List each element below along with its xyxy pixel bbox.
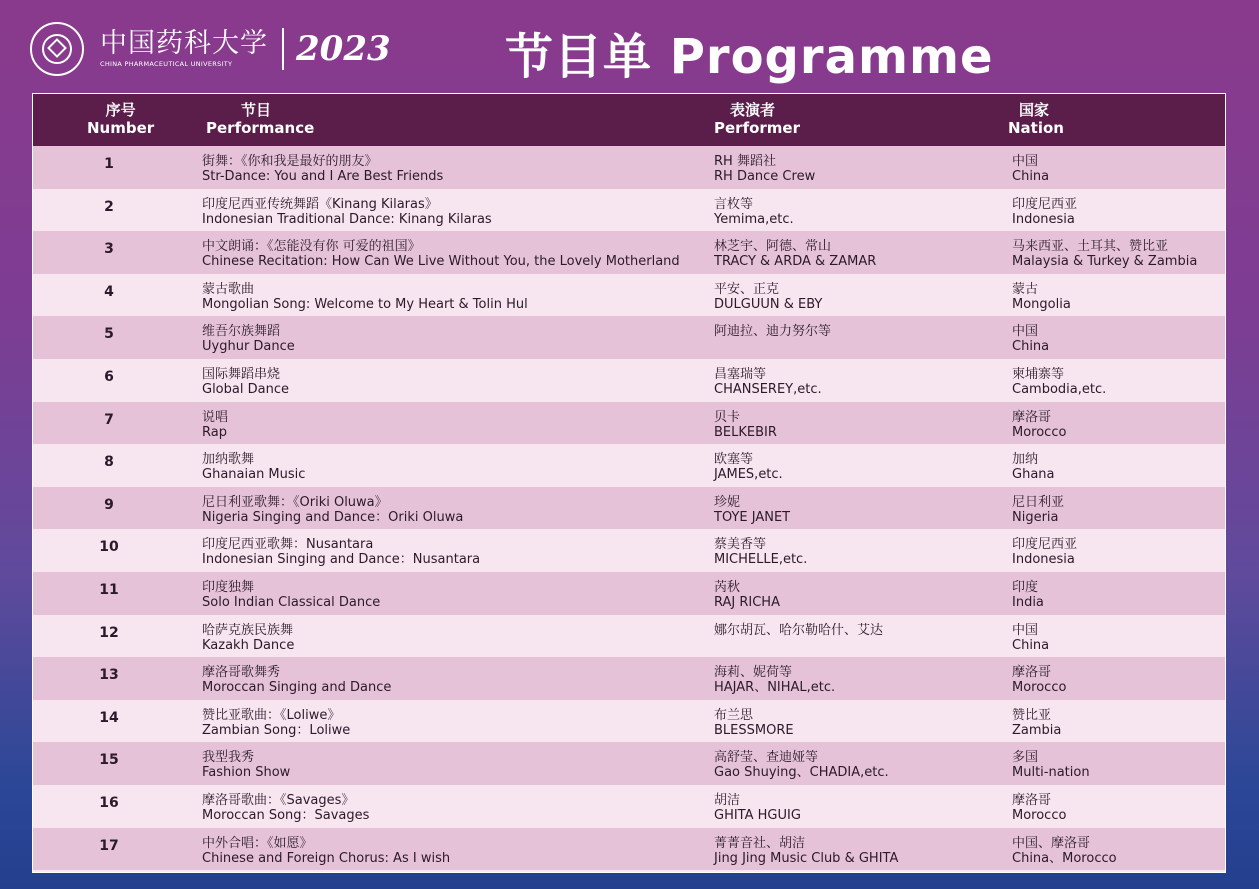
performer-cn: 昌塞瑞等: [714, 366, 767, 382]
row-performer: [714, 708, 794, 738]
nation-en: China、Morocco: [1012, 850, 1117, 866]
performance-en: Chinese Recitation: How Can We Live Without You, the Lovely Motherland: [202, 254, 680, 270]
row-number: 9: [104, 496, 114, 513]
performer-cn: 贝卡: [714, 409, 741, 425]
row-performance: [202, 708, 350, 738]
university-name: [100, 29, 268, 69]
table-row: [33, 529, 1225, 572]
row-performer: [714, 197, 794, 227]
row-nation: [1012, 239, 1197, 269]
table-row: [33, 615, 1225, 658]
row-performer: [714, 623, 883, 638]
nation-en: Morocco: [1012, 680, 1067, 696]
university-seal-icon: [30, 22, 84, 76]
row-performance: [202, 452, 305, 482]
row-performance: [202, 623, 294, 653]
performance-en: Kazakh Dance: [202, 637, 295, 653]
performance-en: Indonesian Traditional Dance: Kinang Kilaras: [202, 211, 492, 227]
row-performer: [714, 367, 822, 397]
row-nation: [1012, 537, 1077, 567]
performer-en: TOYE JANET: [714, 509, 791, 525]
nation-en: Zambia: [1012, 722, 1062, 738]
nation-cn: 柬埔寨等: [1012, 366, 1065, 382]
nation-cn: 中国、摩洛哥: [1012, 835, 1091, 851]
performance-cn: 印度尼西亚传统舞蹈《Kinang Kilaras》: [202, 196, 438, 212]
performance-cn: 印度独舞: [202, 579, 255, 595]
performer-cn: 娜尔胡瓦、哈尔勒哈什、艾达: [714, 622, 884, 638]
performer-cn: 珍妮: [714, 494, 741, 510]
table-row: [33, 700, 1225, 743]
performer-en: BELKEBIR: [714, 424, 777, 440]
row-nation: [1012, 793, 1066, 823]
nation-en: China: [1012, 637, 1050, 653]
header-nation-en: Nation: [1008, 119, 1064, 137]
table-row: [33, 444, 1225, 487]
row-nation: [1012, 324, 1049, 354]
nation-en: Multi-nation: [1012, 765, 1090, 781]
table-row: [33, 189, 1225, 232]
nation-cn: 中国: [1012, 154, 1039, 169]
row-performer: [714, 410, 777, 440]
row-nation: [1012, 495, 1064, 525]
nation-cn: 马来西亚、土耳其、赞比亚: [1012, 239, 1169, 255]
performance-cn: 中外合唱：《如愿》: [202, 835, 313, 851]
row-performer: [714, 750, 889, 780]
performance-cn: 哈萨克族民族舞: [202, 622, 294, 638]
nation-en: Nigeria: [1012, 509, 1059, 525]
performance-cn: 尼日利亚歌舞：《Oriki Oluwa》: [202, 494, 388, 510]
nation-en: China: [1012, 339, 1050, 355]
row-number: 11: [99, 581, 119, 598]
performer-en: CHANSEREY,etc.: [714, 381, 822, 397]
row-performance: [202, 324, 295, 354]
performer-cn: 高舒莹、查迪娅等: [714, 750, 819, 766]
performance-cn: 说唱: [202, 409, 229, 425]
performance-cn: 街舞：《你和我是最好的朋友》: [202, 154, 378, 169]
row-number: 15: [99, 752, 119, 769]
performer-cn: 林芝宇、阿德、常山: [714, 239, 832, 255]
row-performance: [202, 239, 680, 269]
row-performance: [202, 154, 443, 184]
performance-cn: 国际舞蹈串烧: [202, 366, 281, 382]
performance-en: Zambian Song：Loliwe: [202, 722, 351, 738]
nation-cn: 赞比亚: [1012, 707, 1052, 723]
nation-cn: 摩洛哥: [1012, 409, 1052, 425]
row-number: 5: [104, 326, 114, 343]
row-number: 6: [104, 368, 114, 385]
header-performer-cn: 表演者: [730, 101, 776, 119]
nation-en: Morocco: [1012, 424, 1067, 440]
nation-cn: 摩洛哥: [1012, 665, 1052, 681]
row-performer: [714, 836, 898, 866]
performance-en: Str-Dance: You and I Are Best Friends: [202, 169, 444, 184]
row-performance: [202, 197, 492, 227]
performer-cn: 平安、正克: [714, 281, 780, 297]
row-number: 4: [104, 283, 114, 300]
nation-cn: 印度: [1012, 579, 1039, 595]
performer-en: JAMES,etc.: [714, 467, 783, 483]
university-name-cn: 中国药科大学: [100, 28, 268, 59]
row-performance: [202, 367, 289, 397]
row-performance: [202, 410, 228, 440]
table-row: [33, 359, 1225, 402]
performance-en: Mongolian Song: Welcome to My Heart & Tolin Hul: [202, 296, 528, 312]
row-performer: [714, 665, 835, 695]
row-number: 7: [104, 411, 114, 428]
nation-en: India: [1012, 594, 1044, 610]
table-row: [33, 316, 1225, 359]
performer-en: RH Dance Crew: [714, 169, 816, 184]
nation-cn: 蒙古: [1012, 281, 1039, 297]
row-nation: [1012, 197, 1077, 227]
header-performance-en: Performance: [206, 119, 315, 137]
header-number-en: Number: [87, 119, 155, 137]
row-performer: [714, 154, 815, 184]
performance-cn: 加纳歌舞: [202, 452, 255, 468]
university-name-en: CHINA PHARMACEUTICAL UNIVERSITY: [100, 60, 233, 68]
performer-cn: 布兰思: [714, 707, 754, 723]
nation-en: Cambodia,etc.: [1012, 381, 1107, 397]
header-nation-cn: 国家: [1019, 101, 1050, 119]
row-number: 14: [99, 709, 119, 726]
table-body: [33, 146, 1225, 870]
row-nation: [1012, 665, 1066, 695]
row-number: 17: [99, 837, 119, 854]
performance-cn: 摩洛哥歌曲：《Savages》: [202, 792, 355, 808]
nation-en: China: [1012, 169, 1050, 184]
table-row: [33, 828, 1225, 871]
performance-en: Global Dance: [202, 381, 289, 397]
header-performance-cn: 节目: [241, 101, 272, 119]
performer-cn: 阿迪拉、迪力努尔等: [714, 324, 832, 340]
table-row: [33, 146, 1225, 189]
performer-en: Gao Shuying、CHADIA,etc.: [714, 765, 889, 781]
row-performance: [202, 580, 380, 610]
row-nation: [1012, 836, 1117, 866]
nation-cn: 摩洛哥: [1012, 792, 1052, 808]
row-performer: [714, 793, 801, 823]
performance-cn: 摩洛哥歌舞秀: [202, 665, 281, 681]
performer-en: DULGUUN & EBY: [714, 296, 823, 312]
row-nation: [1012, 154, 1049, 184]
performance-en: Rap: [202, 424, 227, 440]
row-number: 10: [99, 539, 119, 556]
row-number: 13: [99, 667, 119, 684]
performance-cn: 赞比亚歌曲：《Loliwe》: [202, 707, 341, 723]
nation-cn: 加纳: [1012, 452, 1039, 468]
row-nation: [1012, 708, 1061, 738]
row-nation: [1012, 452, 1055, 482]
nation-cn: 印度尼西亚: [1012, 537, 1078, 553]
row-performance: [202, 665, 391, 695]
row-performance: [202, 793, 369, 823]
nation-en: Ghana: [1012, 467, 1055, 483]
performance-en: Moroccan Song：Savages: [202, 807, 370, 823]
performance-cn: 中文朗诵：《怎能没有你 可爱的祖国》: [202, 239, 421, 255]
nation-en: Malaysia & Turkey & Zambia: [1012, 254, 1198, 270]
header-number: [87, 101, 154, 137]
row-performance: [202, 282, 528, 312]
row-nation: [1012, 623, 1049, 653]
nation-cn: 中国: [1012, 622, 1039, 638]
table-row: [33, 657, 1225, 700]
table-row: [33, 274, 1225, 317]
performer-cn: 胡洁: [714, 792, 741, 808]
table-row: [33, 742, 1225, 785]
row-nation: [1012, 282, 1071, 312]
performer-cn: 海莉、妮荷等: [714, 665, 793, 681]
performer-en: RAJ RICHA: [714, 594, 780, 610]
row-performer: [714, 537, 807, 567]
row-nation: [1012, 410, 1066, 440]
row-number: 1: [104, 156, 114, 172]
row-performer: [714, 324, 831, 339]
performer-en: MICHELLE,etc.: [714, 552, 808, 568]
year-logo: 2023: [296, 29, 391, 69]
nation-en: Morocco: [1012, 807, 1067, 823]
nation-cn: 印度尼西亚: [1012, 196, 1078, 212]
nation-cn: 中国: [1012, 324, 1039, 340]
header-logo: [30, 22, 391, 76]
performance-en: Uyghur Dance: [202, 339, 295, 355]
performer-cn: 芮秋: [714, 579, 741, 595]
programme-table: [32, 93, 1226, 873]
performance-cn: 我型我秀: [202, 750, 255, 766]
nation-cn: 尼日利亚: [1012, 494, 1065, 510]
performer-cn: 菁菁音社、胡洁: [714, 835, 806, 851]
row-performer: [714, 452, 783, 482]
row-number: 2: [104, 198, 114, 215]
table-row: [33, 785, 1225, 828]
table-header: [33, 94, 1225, 146]
nation-en: Indonesia: [1012, 552, 1075, 568]
table-row: [33, 487, 1225, 530]
performance-en: Nigeria Singing and Dance：Oriki Oluwa: [202, 509, 464, 525]
performance-en: Fashion Show: [202, 765, 291, 781]
row-performance: [202, 836, 450, 866]
performer-en: HAJAR、NIHAL,etc.: [714, 680, 836, 696]
page-title: 节目单 Programme: [505, 29, 994, 85]
performance-en: Indonesian Singing and Dance：Nusantara: [202, 552, 481, 568]
header-performer: [714, 101, 800, 137]
performance-en: Ghanaian Music: [202, 467, 306, 483]
performer-en: Jing Jing Music Club & GHITA: [714, 850, 899, 866]
nation-cn: 多国: [1012, 750, 1039, 766]
row-nation: [1012, 367, 1106, 397]
performer-en: Yemima,etc.: [714, 211, 794, 227]
row-number: 16: [99, 794, 119, 811]
row-performer: [714, 282, 822, 312]
performer-en: TRACY & ARDA & ZAMAR: [714, 254, 877, 270]
performer-en: BLESSMORE: [714, 722, 794, 738]
performance-cn: 印度尼西亚歌舞：Nusantara: [202, 537, 374, 553]
header-number-cn: 序号: [105, 101, 136, 119]
performance-en: Chinese and Foreign Chorus: As I wish: [202, 850, 451, 866]
table-row: [33, 402, 1225, 445]
performer-en: GHITA HGUIG: [714, 807, 801, 823]
performer-cn: 言枚等: [714, 196, 754, 212]
performance-en: Solo Indian Classical Dance: [202, 594, 381, 610]
row-nation: [1012, 580, 1044, 610]
performance-en: Moroccan Singing and Dance: [202, 680, 392, 696]
row-performance: [202, 537, 480, 567]
performer-cn: 欧塞等: [714, 452, 754, 468]
performance-cn: 蒙古歌曲: [202, 281, 255, 297]
row-performer: [714, 239, 876, 269]
row-performer: [714, 580, 780, 610]
table-row: [33, 572, 1225, 615]
row-number: 3: [104, 241, 114, 258]
performance-cn: 维吾尔族舞蹈: [202, 324, 281, 340]
row-performance: [202, 495, 463, 525]
table-row: [33, 231, 1225, 274]
performer-cn: RH 舞蹈社: [714, 154, 776, 169]
logo-divider: [282, 28, 284, 70]
header-nation: [1008, 101, 1064, 137]
header-performer-en: Performer: [714, 119, 800, 137]
row-performer: [714, 495, 790, 525]
header-performance: [206, 101, 314, 137]
row-performance: [202, 750, 290, 780]
row-nation: [1012, 750, 1090, 780]
nation-en: Indonesia: [1012, 211, 1075, 227]
row-number: 8: [104, 454, 114, 471]
row-number: 12: [99, 624, 119, 641]
performer-cn: 蔡美香等: [714, 537, 767, 553]
nation-en: Mongolia: [1012, 296, 1071, 312]
